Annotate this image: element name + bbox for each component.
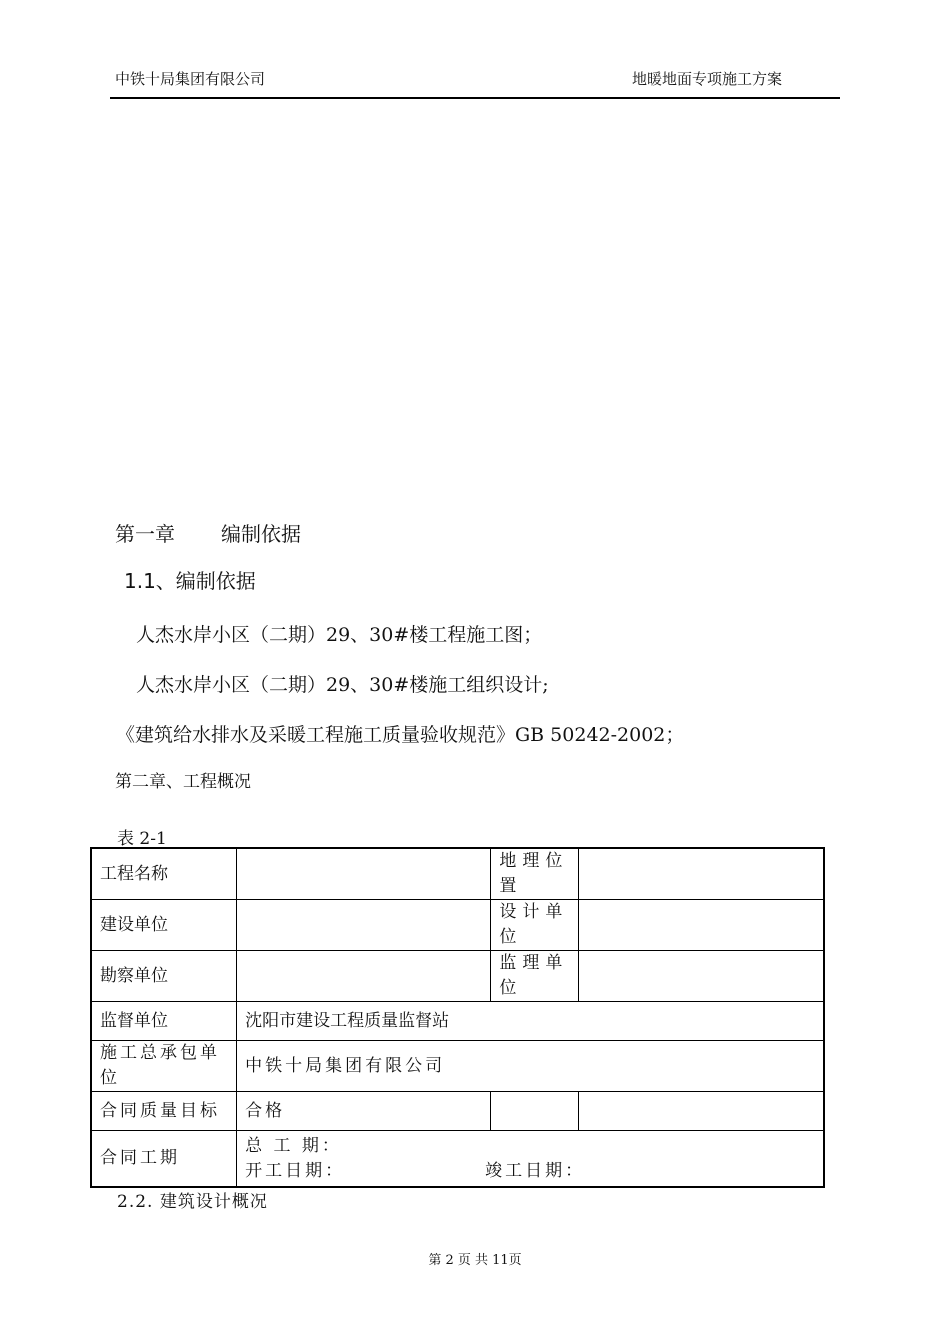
chapter-2-heading: 第二章、工程概况	[115, 772, 251, 792]
end-date: 竣工日期：	[485, 1160, 586, 1181]
quality-label: 合同质量目标	[91, 1092, 237, 1131]
empty-cell	[491, 1092, 579, 1131]
start-end-dates	[245, 1159, 815, 1184]
location-value	[579, 848, 824, 900]
section-1-1-heading: 1.1、编制依据	[124, 569, 256, 593]
header-divider	[110, 97, 840, 99]
builder-value	[237, 900, 491, 951]
empty-cell	[579, 1092, 824, 1131]
chapter-1-number: 第一章	[115, 522, 175, 546]
project-info-table	[90, 847, 825, 1188]
oversight-label: 监督单位	[91, 1002, 237, 1041]
page-footer: 第 2 页 共 11页	[428, 1253, 522, 1268]
total-period: 总 工 期：	[245, 1135, 342, 1156]
contractor-value: 中铁十局集团有限公司	[237, 1041, 824, 1092]
survey-value	[237, 951, 491, 1002]
location-label: 地理位置	[491, 848, 579, 900]
basis-item: 人杰水岸小区（二期）29、30#楼施工组织设计;	[136, 674, 549, 696]
table-row	[91, 1131, 824, 1188]
builder-label: 建设单位	[91, 900, 237, 951]
basis-item: 《建筑给水排水及采暖工程施工质量验收规范》GB 50242-2002；	[116, 724, 685, 746]
period-label: 合同工期	[91, 1131, 237, 1188]
designer-value	[579, 900, 824, 951]
header-company: 中铁十局集团有限公司	[115, 70, 266, 88]
table-row	[91, 1041, 824, 1092]
quality-value: 合格	[237, 1092, 491, 1131]
table-row	[91, 848, 824, 900]
basis-item: 人杰水岸小区（二期）29、30#楼工程施工图；	[136, 624, 543, 646]
supervisor-value	[579, 951, 824, 1002]
chapter-1-title: 编制依据	[221, 522, 301, 546]
table-row	[91, 900, 824, 951]
supervisor-label: 监理单位	[491, 951, 579, 1002]
survey-label: 勘察单位	[91, 951, 237, 1002]
contractor-label: 施工总承包单位	[91, 1041, 237, 1092]
start-date: 开工日期：	[245, 1160, 346, 1181]
project-name-value	[237, 848, 491, 900]
project-name-label: 工程名称	[91, 848, 237, 900]
chapter-1-heading	[115, 518, 301, 547]
table-row	[91, 951, 824, 1002]
designer-label: 设计单位	[491, 900, 579, 951]
oversight-value: 沈阳市建设工程质量监督站	[237, 1002, 824, 1041]
table-row	[91, 1092, 824, 1131]
section-2-2-heading: 2.2. 建筑设计概况	[117, 1192, 268, 1212]
period-value	[237, 1131, 824, 1188]
table-row	[91, 1002, 824, 1041]
header-doc-title: 地暖地面专项施工方案	[632, 70, 783, 88]
table-caption: 表 2-1	[117, 829, 167, 849]
